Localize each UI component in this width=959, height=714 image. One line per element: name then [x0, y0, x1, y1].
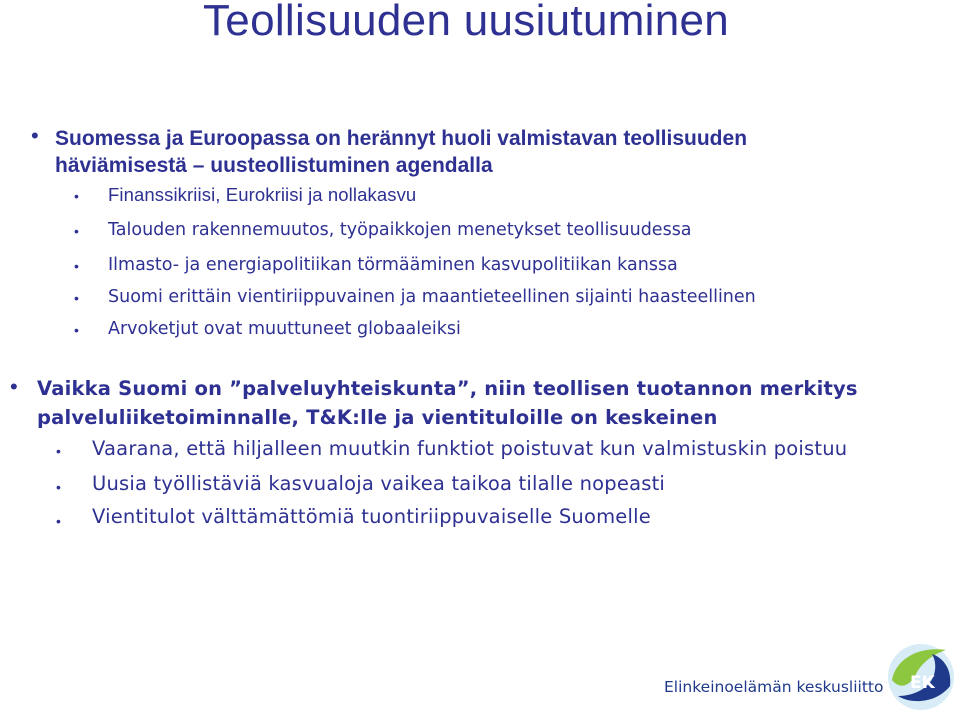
logo-letters: EK [910, 673, 935, 693]
bullet: • [56, 513, 61, 529]
list-item: Ilmasto- ja energiapolitiikan törmääminen kasvupolitiikan kanssa [108, 255, 678, 275]
bullet: • [10, 374, 18, 399]
section-2-heading-line-2: palveluliiketoiminnalle, T&K:lle ja vientituloille on keskeinen [37, 406, 718, 429]
bullet: • [74, 322, 79, 338]
list-item: Finanssikriisi, Eurokriisi ja nollakasvu [108, 184, 417, 205]
list-item: Suomi erittäin vientiriippuvainen ja maantieteellinen sijainti haasteellinen [108, 287, 756, 307]
list-item: Arvoketjut ovat muuttuneet globaaleiksi [108, 319, 461, 339]
bullet: • [74, 188, 79, 204]
org-name: Elinkeinoelämän keskusliitto [664, 678, 884, 696]
slide-title: Teollisuuden uusiutuminen [203, 0, 730, 45]
ek-logo-icon [886, 640, 956, 710]
section-1-heading-line-2: häviämisestä – uusteollistuminen agendalla [55, 154, 493, 177]
bullet: • [56, 443, 61, 459]
list-item: Vientitulot välttämättömiä tuontiriippuvaiselle Suomelle [92, 505, 651, 528]
bullet: • [74, 258, 79, 274]
list-item: Uusia työllistäviä kasvualoja vaikea taikoa tilalle nopeasti [92, 472, 666, 495]
section-1-heading-line-1: Suomessa ja Euroopassa on herännyt huoli valmistavan teollisuuden [55, 127, 748, 150]
list-item: Vaarana, että hiljalleen muutkin funktiot poistuvat kun valmistuskin poistuu [92, 437, 848, 460]
bullet: • [74, 223, 79, 239]
bullet: • [56, 479, 61, 495]
bullet: • [31, 123, 39, 148]
bullet: • [74, 290, 79, 306]
section-2-heading-line-1: Vaikka Suomi on ”palveluyhteiskunta”, niin teollisen tuotannon merkitys [37, 377, 858, 400]
list-item: Talouden rakennemuutos, työpaikkojen menetykset teollisuudessa [108, 220, 692, 240]
